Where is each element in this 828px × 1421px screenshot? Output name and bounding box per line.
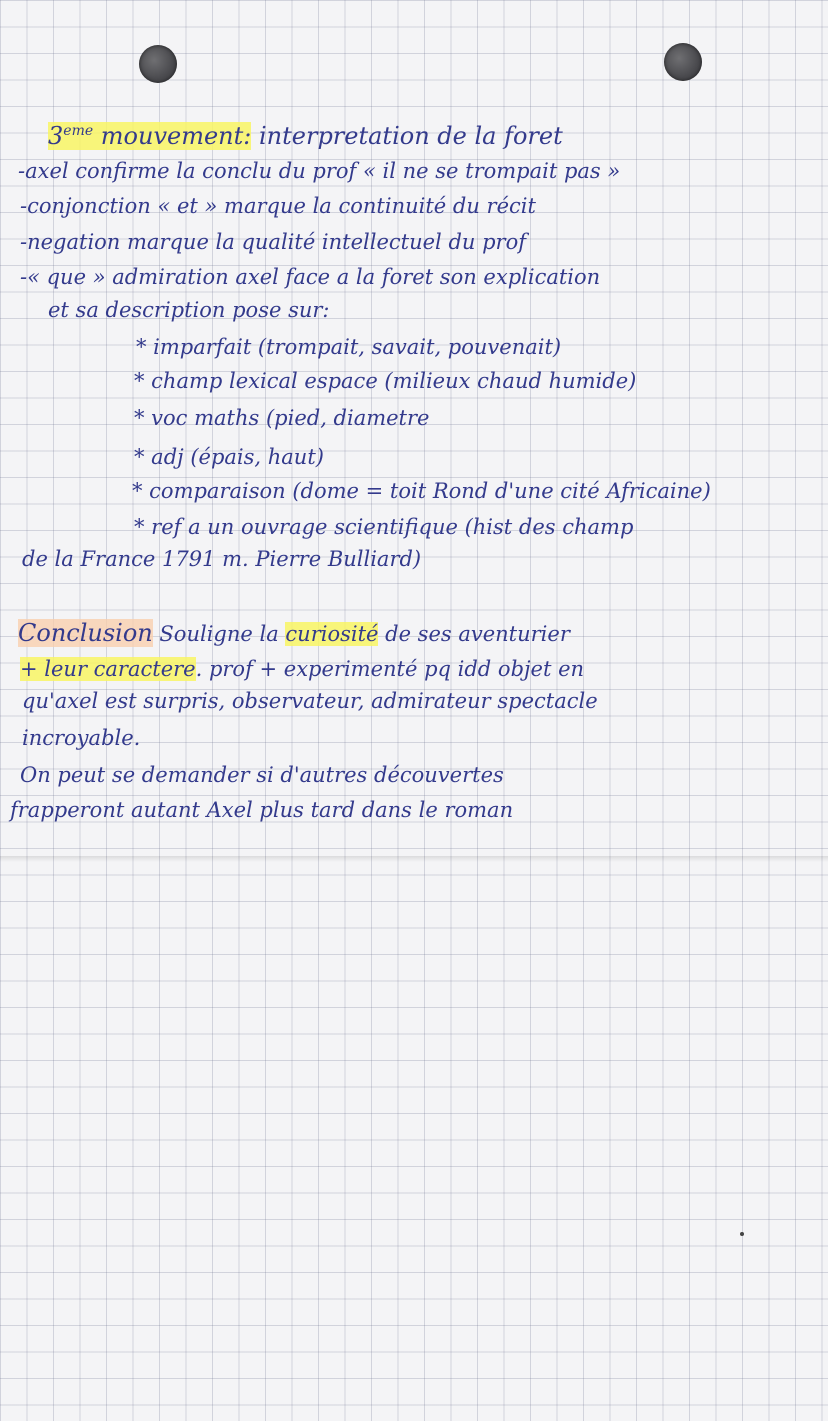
bullet-item: * comparaison (dome = toit Rond d'une cité Africaine) xyxy=(132,479,711,503)
ink-dot xyxy=(740,1232,744,1236)
note-line: de la France 1791 m. Pierre Bulliard) xyxy=(22,547,422,571)
section-number-sup: eme xyxy=(63,123,94,139)
conclusion-line xyxy=(20,656,584,682)
conclusion-text: de ses aventurier xyxy=(378,622,570,646)
conclusion-line: On peut se demander si d'autres découvertes xyxy=(20,763,504,787)
bullet-item: * imparfait (trompait, savait, pouvenait) xyxy=(136,335,562,359)
note-line: -« que » admiration axel face a la foret son explication xyxy=(20,265,601,289)
conclusion-text: Souligne la xyxy=(152,622,286,646)
conclusion-label: Conclusion xyxy=(18,619,153,647)
conclusion-line: qu'axel est surpris, observateur, admirateur spectacle xyxy=(22,689,598,713)
note-line: -negation marque la qualité intellectuel du prof xyxy=(20,230,526,254)
section-title xyxy=(48,118,563,150)
bullet-item: * adj (épais, haut) xyxy=(134,445,324,469)
conclusion-highlight: curiosité xyxy=(285,622,379,646)
punch-hole-right xyxy=(664,43,702,81)
conclusion-text: . prof + experimenté pq idd objet en xyxy=(195,657,585,681)
section-number: 3 xyxy=(48,122,64,150)
conclusion-line: incroyable. xyxy=(22,726,141,750)
section-label: mouvement: xyxy=(100,122,252,150)
section-subject: interpretation de la foret xyxy=(251,122,563,150)
conclusion-line xyxy=(18,620,570,647)
note-line: -axel confirme la conclu du prof « il ne se trompait pas » xyxy=(18,159,621,183)
conclusion-line: frapperont autant Axel plus tard dans le roman xyxy=(10,798,514,822)
note-line: et sa description pose sur: xyxy=(48,298,330,322)
bullet-item: * ref a un ouvrage scientifique (hist des champ xyxy=(134,515,634,539)
bullet-item: * voc maths (pied, diametre xyxy=(134,406,430,430)
conclusion-highlight: + leur caractere xyxy=(20,657,196,681)
note-line: -conjonction « et » marque la continuité du récit xyxy=(20,194,536,218)
bullet-item: * champ lexical espace (milieux chaud humide) xyxy=(134,369,637,393)
page-fold-shadow xyxy=(0,856,828,862)
punch-hole-left xyxy=(139,45,177,83)
